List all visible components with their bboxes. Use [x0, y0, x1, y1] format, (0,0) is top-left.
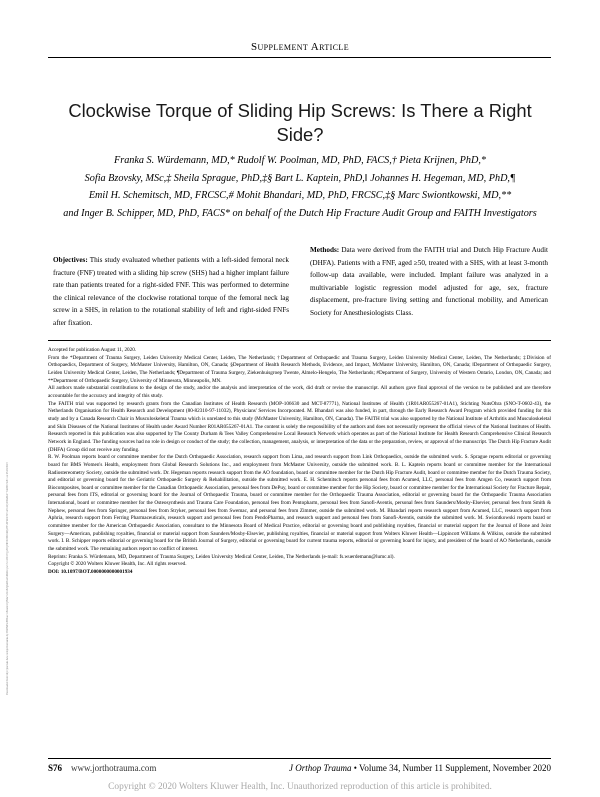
page-number: S76: [48, 763, 63, 773]
copyright-notice: Copyright © 2020 Wolters Kluwer Health, Inc. All rights reserved.: [48, 561, 187, 568]
article-title: Clockwise Torque of Sliding Hip Screws: Is There a Right Side?: [68, 100, 532, 145]
objectives-text: This study evaluated whether patients with a left-sided femoral neck fracture (FNF) treated with a sliding hip screw (SHS) had a higher implant failure rate than patients treated for a right-sided FNF. This was performed to determine the clinical relevance of the clockwise rotational torque of the femoral neck lag screw in a SHS, in relation to the rotational stability of left and right-sided FNFs after fixation.: [53, 256, 289, 327]
disclosures: R. W. Poolman reports board or committee member for the Dutch Orthopaedic Association, research support from Lima, and research support from Link Orthopaedics, outside the submitted work. S. Sprague reports editorial or governing board for BMS Women's Health, employment from Global Research Solutions Inc., and employment from McMaster University, outside the submitted work. B. L. Kaptein reports board or committee member for the International Radiostereometry Society, outside the submitted work. Dr. Hegeman reports research support from the AO foundation, board or committee member for the Dutch Hip Fracture Audit, board or committee member for the Dutch Trauma Society, and editorial or governing board for the Geriatric Orthopaedic Surgery & Rehabilitation, outside the submitted work. E. H. Schemitsch reports personal fees from Acumed, LLC, personal fees from Amgen Co, research support from Biocomposites, board or committee member for the Canadian Orthopaedic Association, personal fees from DePuy, board or committee member for the Hip Society, board or committee member for the International Society for Fracture Repair, personal fees from ITS, editorial or governing board for the Journal of Orthopaedic Trauma, board or committee member for the Orthopaedic Trauma Association, editorial or governing board for the Orthopaedic Trauma Association International, board or committee member for the Osteosynthesis and Trauma Care Foundation, personal fees from Pentopharm, personal fees from Sanofi-Aventis, personal fees from Saunders/Mosby-Elsevier, personal fees from Smith & Nephew, personal fees from Springer, personal fees from Stryker, personal fees from Swemac, and personal fees from Zimmer, outside the submitted work. M. Bhandari reports research support from Acumed, LLC, research support from Aphria, research support from Ferring Pharmaceuticals, research support and personal fees from PendoPharma, and research support and personal fees from Sanofi-Aventis, outside the submitted work. M. Swiontkowski reports board or committee member for the American Orthopaedic Association, consultant to the Minnesota Board of Medical Practice, editorial or governing board and publishing royalties, financial or material support for the Journal of Bone and Joint Surgery—American, publishing royalties, financial or material support from Saunders/Mosby-Elsevier, publishing royalties, financial or material support from Wolters Kluwer Health—Lippincott Williams & Wilkins, outside the submitted work. I. B. Schipper reports editorial or governing board for the British Journal of Surgery, editorial or governing board for current trauma reports, editorial or governing board for injury, and president of the board of AO Netherlands, outside the submitted work. The remaining authors report no conflict of interest.: [48, 454, 551, 553]
author-line: and Inger B. Schipper, MD, PhD, FACS* on behalf of the Dutch Hip Fracture Audit Group and FAITH Investigators: [63, 207, 537, 219]
copyright-watermark: Copyright © 2020 Wolters Kluwer Health, Inc. Unauthorized reproduction of this article is prohibited.: [108, 782, 492, 792]
journal-name: J Orthop Trauma: [289, 763, 352, 773]
author-list: [62, 152, 538, 222]
doi: DOI: 10.1097/BOT.0000000000001934: [48, 569, 133, 576]
abstract-methods: [310, 244, 548, 320]
reprints: Reprints: Franka S. Würdemann, MD, Department of Trauma Surgery, Leiden University Medical Center, Leiden, The Netherlands (e-mail: fs.wuerdemann@lumc.nl).: [48, 553, 395, 560]
funding-statement: The FAITH trial was supported by research grants from the Canadian Institutes of Health Research (MOP-106630 and MCT-87771), National Institutes of Health (1R01AR055267-01A1), Stichting NutsOhra (SNO-T-0602-43), the Netherlands Organisation for Health Research and Development (80-82310-97-11032), Physicians' Services Incorporated. M. Bhandari was also funded, in part, through the Early Research Award Program which provided funding for this study and by a Canada Research Chair in Musculoskeletal Trauma which is unrelated to this study (McMaster University, Hamilton, ON, Canada). The FAITH trial was also supported by the National Institute of Arthritis and Musculoskeletal and Skin Diseases of the National Institutes of Health under Award Number R01AR055267-01A1. The content is solely the responsibility of the authors and does not necessarily represent the official views of the National Institutes of Health. Research reported in this publication was also supported by The County Durham & Tees Valley Comprehensive Local Research Network which operates as part of the National Institute for Health Research Comprehensive Clinical Research Network in England. The funding sources had no role in design or conduct of the study; the collection, management, analysis, or interpretation of the data or the preparation, review, or approval of the manuscript. The Dutch Hip Fracture Audit (DHFA) Group did not receive any funding.: [48, 400, 551, 453]
download-sidebar-text: Downloaded from http://journals.lww.com/jorthotrauma by BhDMf5ePHKav1zEoum1tQfN4a+kJLhEZgbsIHo4XMi0hCywCX1AWnYQp/IlQrHD3i3D0OdRyi7TvSFl4Cf3VC4/OAVpDDa8K2+Ya6H515kE= on 05/28/2023: [6, 462, 9, 695]
author-line: Franka S. Würdemann, MD,* Rudolf W. Poolman, MD, PhD, FACS,† Pieta Krijnen, PhD,*: [114, 155, 486, 166]
objectives-label: Objectives:: [53, 256, 88, 264]
abstract-objectives: [53, 254, 289, 330]
section-label: Supplement Article: [250, 41, 350, 53]
footer-left: [48, 762, 156, 774]
author-line: Emil H. Schemitsch, MD, FRCSC,# Mohit Bhandari, MD, PhD, FRCSC,‡§ Marc Swiontkowski, MD,**: [88, 190, 512, 201]
journal-website-link[interactable]: www.jorthotrauma.com: [71, 763, 157, 773]
author-line: Sofia Bzovsky, MSc,‡ Sheila Sprague, PhD,‡§ Bart L. Kaptein, PhD,‖ Johannes H. Hegeman, MD, PhD,¶: [84, 172, 516, 184]
footer-right: [289, 762, 551, 774]
notes-rule: [48, 340, 551, 341]
article-notes: [48, 347, 551, 577]
accepted-date: Accepted for publication August 11, 2020.: [48, 347, 137, 353]
methods-text: Data were derived from the FAITH trial and Dutch Hip Fracture Audit (DHFA). Patients with a FNF, aged ≥50, treated with a SHS, with at least 3-month follow-up data available, were included. Implant failure was analyzed in a multivariable logistic regression model adjusted for age, sex, fracture displacement, pre-fracture living setting and functional mobility, and American Society for Anesthesiologists Class.: [310, 246, 549, 317]
page-footer: [48, 758, 551, 774]
affiliations: From the *Department of Trauma Surgery, Leiden University Medical Center, Leiden, The Netherlands; †Department of Orthopaedic and Trauma Surgery, Leiden University Medical Center, Leiden, The Netherlands; ‡Division of Orthopaedics, Department of Surgery, McMaster University, Hamilton, ON, Canada; §Department of Health Research Methods, Evidence, and Impact, McMaster University, Hamilton, ON, Canada; ‖Department of Orthopaedic Surgery, Leiden University Medical Center, Leiden, The Netherlands; ¶Department of Trauma Surgery, Ziekenhuisgroep Twente, Almelo-Hengelo, The Netherlands; #Department of Surgery, University of Western Ontario, London, ON, Canada; and **Department of Orthopaedic Surgery, University of Minnesota, Minneapolis, MN.: [48, 354, 551, 384]
issue-info: • Volume 34, Number 11 Supplement, November 2020: [353, 763, 551, 773]
methods-label: Methods:: [310, 246, 340, 254]
author-contributions: All authors made substantial contributions to the design of the study, and/or the analysis and interpretation of the work, did draft or revise the manuscript. All authors gave final approval of the version to be published and are therefore accountable for the accuracy and integrity of this study.: [48, 385, 551, 399]
top-rule: [48, 57, 551, 58]
